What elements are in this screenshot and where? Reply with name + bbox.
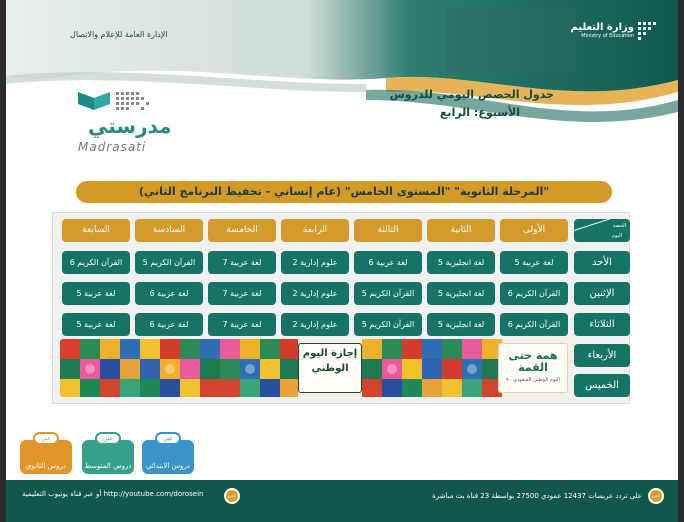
department-name: الإدارة العامة للإعلام والاتصال	[70, 30, 168, 39]
table-cell: لغة انجليزية 5	[427, 313, 495, 336]
table-cell: لغة عربية 7	[208, 313, 276, 336]
table-cell: لغة عربية 5	[62, 313, 130, 336]
brand-name-en: Madrasati	[78, 140, 147, 154]
stage-banner: "المرحلة الثانوية" "المستوى الخامس" (عام إنساني - تحفيظ البرنامج الثاني)	[76, 181, 612, 203]
holiday-label: إجازة اليوم الوطني	[298, 343, 362, 393]
table-cell: لغة عربية 7	[208, 251, 276, 274]
schedule-page	[6, 0, 678, 522]
table-cell: القرآن الكريم 5	[354, 313, 422, 336]
national-day-slogan	[498, 343, 568, 393]
week-label: الأسبوع: الرابع	[439, 106, 520, 119]
period-header: الثانية	[427, 219, 495, 242]
day-label: الإثنين	[574, 282, 630, 305]
brand-name-ar: مدرستي	[88, 114, 172, 138]
period-header: الأولى	[500, 219, 568, 242]
ministry-name-en: Ministry of Education	[581, 33, 634, 39]
ministry-name	[571, 22, 634, 39]
table-cell: لغة عربية 6	[354, 251, 422, 274]
corner-period-label: الحصة	[612, 223, 626, 229]
table-cell: القرآن الكريم 6	[500, 313, 568, 336]
day-label: الخميس	[574, 374, 630, 397]
slogan-title: همة حتى القمة	[508, 349, 558, 374]
day-label: الأربعاء	[574, 344, 630, 367]
table-cell: لغة انجليزية 5	[427, 282, 495, 305]
table-cell: لغة عربية 6	[135, 313, 203, 336]
table-cell: علوم إدارية 2	[281, 282, 349, 305]
period-header: السادسة	[135, 219, 203, 242]
channel-badge: عين	[155, 432, 181, 445]
slogan-subtitle: اليوم الوطني السعودي ٩٠	[506, 377, 560, 383]
ein-logo-icon: عين	[224, 488, 240, 504]
table-cell: لغة عربية 5	[62, 282, 130, 305]
table-cell: القرآن الكريم 5	[354, 282, 422, 305]
channel-badge: عين	[33, 432, 59, 445]
table-cell: لغة انجليزية 5	[427, 251, 495, 274]
ministry-logo-icon	[636, 20, 662, 46]
period-header: الخامسة	[208, 219, 276, 242]
period-header: الرابعة	[281, 219, 349, 242]
table-cell: علوم إدارية 2	[281, 313, 349, 336]
channel-label: دروس المتوسط	[84, 462, 132, 470]
table-cell: علوم إدارية 2	[281, 251, 349, 274]
table-cell: لغة عربية 7	[208, 282, 276, 305]
youtube-link[interactable]: http://youtube.com/dorosein أو عبر قناة يوتيوب التعليمية	[22, 490, 204, 498]
table-cell: القرآن الكريم 5	[135, 251, 203, 274]
table-cell: لغة عربية 6	[135, 282, 203, 305]
table-cell: القرآن الكريم 6	[62, 251, 130, 274]
ein-logo-icon: عين	[648, 488, 664, 504]
corner-day-label: اليوم	[611, 233, 622, 239]
period-header: السابعة	[62, 219, 130, 242]
period-header: الثالثة	[354, 219, 422, 242]
channel-label: دروس الثانوي	[25, 462, 66, 470]
table-corner	[574, 219, 630, 242]
channel-badge: عين	[95, 432, 121, 445]
schedule-title: جدول الحصص اليومي للدروس	[389, 88, 554, 101]
table-cell: لغة عربية 5	[500, 251, 568, 274]
channel-intermediate-button[interactable]	[82, 435, 134, 474]
satellite-info: على تردد عربسات 12437 عمودي 27500 بواسطة 23 قناة بث مباشرة	[432, 492, 642, 500]
national-day-banner	[60, 339, 574, 397]
channel-primary-button[interactable]	[142, 435, 194, 474]
ministry-name-ar: وزارة التعليم	[570, 22, 634, 33]
channel-secondary-button[interactable]	[20, 435, 72, 474]
footer-bar	[6, 480, 678, 522]
day-label: الثلاثاء	[574, 313, 630, 336]
table-cell: القرآن الكريم 6	[500, 282, 568, 305]
channel-label: دروس الابتدائي	[145, 462, 191, 470]
day-label: الأحد	[574, 251, 630, 274]
